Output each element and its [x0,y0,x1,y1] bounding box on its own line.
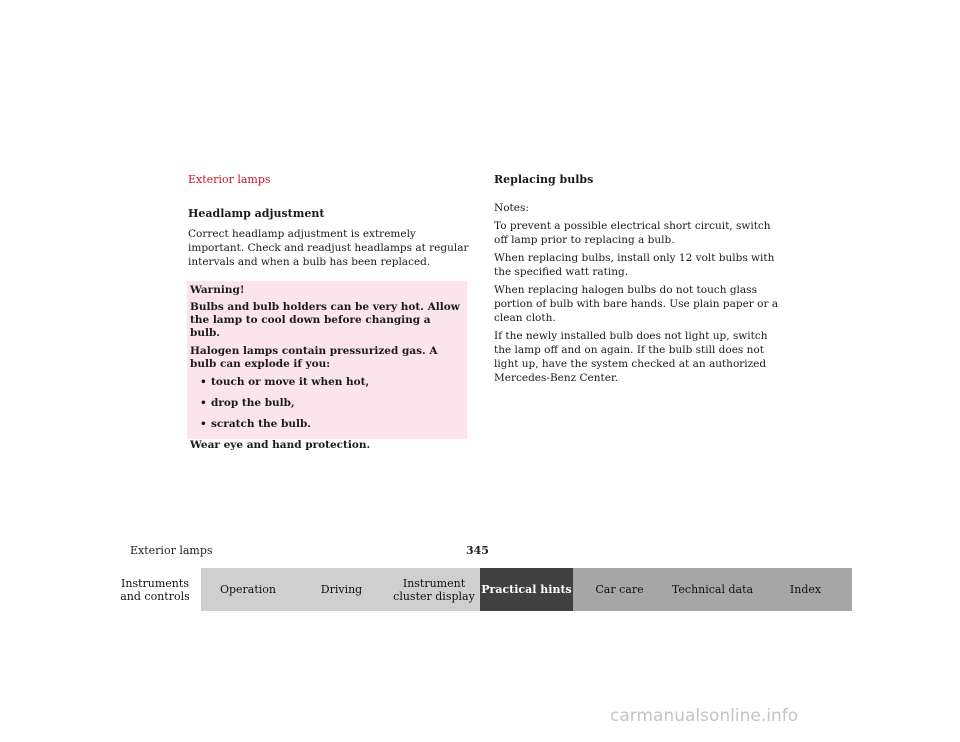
tab-driving[interactable]: Driving [295,568,388,611]
tab-practical-hints[interactable]: Practical hints [480,568,573,611]
note-paragraph: When replacing halogen bulbs do not touch glass portion of bulb with bare hands. Use plain paper or a clean cloth. [494,284,779,324]
footer-section-label: Exterior lamps [130,544,213,557]
warning-list-item: • drop the bulb, [200,397,295,409]
notes-label: Notes: [494,202,529,214]
tab-technical-data[interactable]: Technical data [666,568,759,611]
tab-instrument-cluster-display[interactable]: Instrument cluster display [388,568,480,611]
chapter-nav [109,568,852,611]
warning-paragraph-heat: Bulbs and bulb holders can be very hot. Allow the lamp to cool down before changing a bulb. [190,301,460,339]
warning-list-item: • scratch the bulb. [200,418,311,430]
replacing-bulbs-heading: Replacing bulbs [494,173,594,186]
headlamp-adjustment-text: Correct headlamp adjustment is extremely important. Check and readjust headlamps at regular intervals and when a bulb has been replaced. [188,228,469,268]
replacing-bulbs-notes [494,201,784,389]
note-paragraph: When replacing bulbs, install only 12 volt bulbs with the specified watt rating. [494,252,775,278]
tab-instruments-and-controls[interactable]: Instruments and controls [109,568,201,611]
warning-list [190,376,463,431]
section-title: Exterior lamps [188,173,271,186]
bullet-icon: • [200,418,207,430]
warning-title: Warning! [190,284,245,296]
page-number: 345 [466,544,489,557]
tab-index[interactable]: Index [759,568,852,611]
warning-paragraph-pressure: Halogen lamps contain pressurized gas. A bulb can explode if you: [190,345,438,370]
bullet-icon: • [200,397,207,409]
note-paragraph: If the newly installed bulb does not light up, switch the lamp off and on again. If the bulb still does not light up, have the system checked at an authorized Mercedes-Benz Center. [494,330,768,384]
warning-closing: Wear eye and hand protection. [190,439,371,451]
bullet-icon: • [200,376,207,388]
note-paragraph: To prevent a possible electrical short circuit, switch off lamp prior to replacing a bulb. [494,220,771,246]
tab-car-care[interactable]: Car care [573,568,666,611]
watermark: carmanualsonline.info [610,706,799,726]
warning-box [187,281,467,451]
tab-operation[interactable]: Operation [201,568,295,611]
headlamp-adjustment-heading: Headlamp adjustment [188,207,325,220]
warning-list-item: • touch or move it when hot, [200,376,370,388]
